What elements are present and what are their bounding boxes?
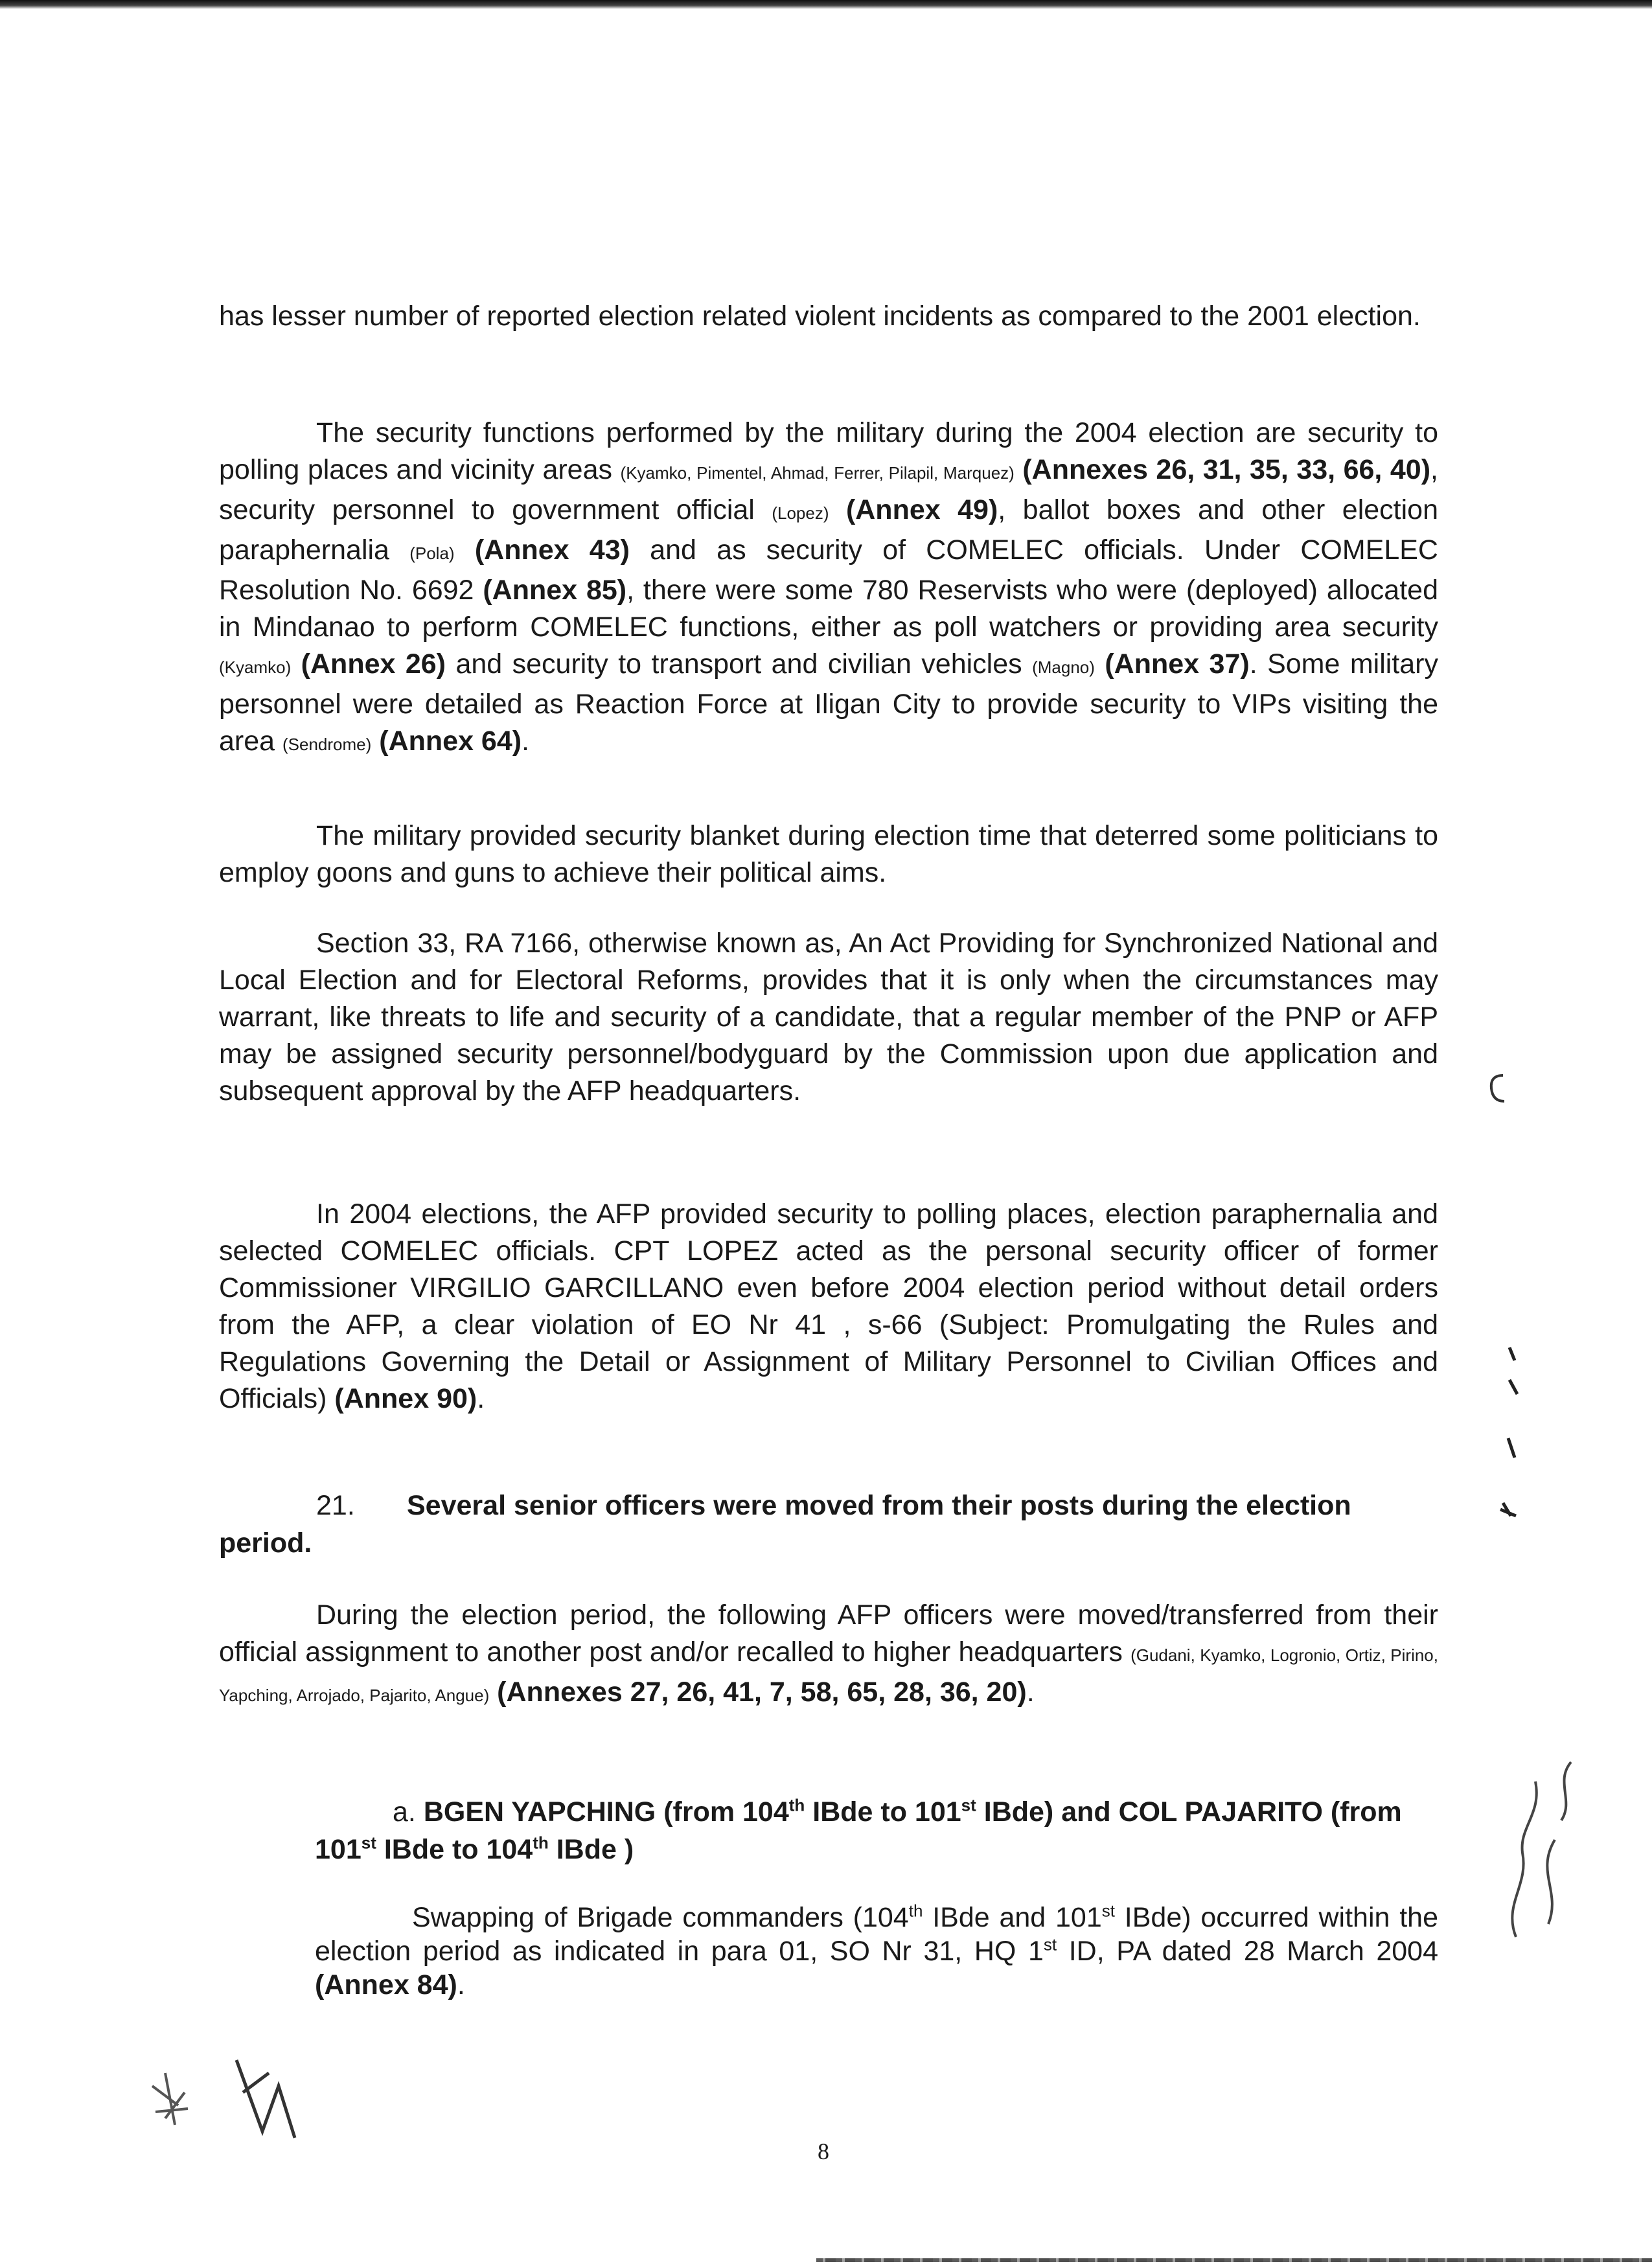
paragraph-text: The military provided security blanket during election time that deterred some politicians to employ goons and guns to achieve their political aims.: [219, 820, 1438, 888]
source-names: (Kyamko, Pimentel, Ahmad, Ferrer, Pilapil, Marquez): [620, 463, 1015, 483]
source-names: (Lopez): [772, 503, 829, 523]
paragraph-text: Section 33, RA 7166, otherwise known as, An Act Providing for Synchronized National and Local Election and for Electoral Reforms, provides that it is only when the circumstances may warrant, like threats to life and security of a candidate, that a regular member of the PNP or AFP may be assigned security personnel/bodyguard by the Commission upon due application and subsequent approval by the AFP headquarters.: [219, 928, 1438, 1106]
paragraph-section-33: [219, 925, 1438, 1110]
text-run: and as security of COMELEC officials. Under COMELEC Resolution No. 6692: [219, 534, 1438, 606]
annex-reference: (Annex 43): [454, 534, 630, 566]
text-run: .: [477, 1383, 485, 1414]
annex-reference: (Annex 37): [1094, 648, 1250, 680]
source-names: (Gudani, Kyamko, Logronio, Ortiz, Pirino, Yapching, Arrojado, Pajarito, Angue): [219, 1645, 1438, 1705]
text-run: .: [1026, 1677, 1035, 1708]
paragraph-security-functions: [219, 415, 1438, 763]
text-run: .: [522, 726, 530, 757]
section-number: 21.: [316, 1490, 355, 1521]
annex-reference: (Annex 64): [371, 726, 522, 757]
text-run: .: [457, 1969, 465, 2000]
annex-reference: (Annex 26): [291, 648, 446, 680]
text-run: , there were some 780 Reservists who were (deployed) allocated in Mindanao to perform COMELEC functions, either as poll watchers or providing area security: [219, 575, 1438, 643]
subsection-label: a.: [393, 1796, 416, 1827]
ordinal-suffix: th: [788, 1795, 805, 1815]
text-run: IBde to 104: [376, 1834, 533, 1865]
ordinal-suffix: th: [533, 1833, 549, 1853]
annex-reference: (Annex 90): [334, 1383, 477, 1414]
annex-reference: (Annex 85): [483, 575, 627, 606]
text-run: Swapping of Brigade commanders (104: [412, 1902, 909, 1933]
section-title: Several senior officers were moved from their posts during the election period.: [219, 1490, 1351, 1559]
paragraph-officers-moved: [219, 1597, 1438, 1714]
text-run: ID, PA dated 28 March 2004: [1057, 1936, 1438, 1967]
paragraph-text: has lesser number of reported election related violent incidents as compared to the 2001 election.: [219, 301, 1421, 332]
section-heading-21: [219, 1487, 1438, 1562]
text-run: and security to transport and civilian vehicles: [446, 648, 1033, 680]
paragraph-continuation: [219, 298, 1438, 335]
ordinal-suffix: st: [1101, 1901, 1115, 1921]
text-run: BGEN YAPCHING (from 104: [423, 1796, 789, 1827]
margin-pen-marks: [1484, 1062, 1535, 1555]
paragraph-security-blanket: [219, 818, 1438, 891]
scan-bottom-edge: [816, 2258, 1652, 2262]
paragraph-swapping: [315, 1901, 1438, 2002]
handwritten-signature: [1490, 1743, 1594, 1956]
ordinal-suffix: th: [908, 1901, 923, 1921]
annex-reference: (Annexes 26, 31, 35, 33, 66, 40): [1014, 454, 1431, 485]
text-run: IBde and 101: [923, 1902, 1102, 1933]
source-names: (Sendrome): [282, 735, 372, 754]
text-run: IBde) and COL PAJARITO (from 101: [315, 1796, 1402, 1865]
ordinal-suffix: st: [961, 1795, 976, 1815]
page-number: 8: [818, 2138, 829, 2164]
ordinal-suffix: st: [361, 1833, 376, 1853]
text-run: IBde) occurred within the election period as indicated in para 01, SO Nr 31, HQ 1: [315, 1902, 1438, 1967]
text-run: , ballot boxes and other election paraphernalia: [219, 494, 1438, 566]
subsection-heading-a: [315, 1793, 1438, 1868]
annex-reference: (Annex 84): [315, 1969, 457, 2000]
scan-top-edge: [0, 0, 1652, 9]
text-run: In 2004 elections, the AFP provided security to polling places, election paraphernalia and selected COMELEC officials. CPT LOPEZ acted as the personal security officer of former Commissioner VIRGILIO GARCILLANO even before 2004 election period without detail orders from the AFP, a clear violation of EO Nr 41 , s-66 (Subject: Promulgating the Rules and Regulations Governing the Detail or Assignment of Military Personnel to Civilian Offices and Officials): [219, 1198, 1438, 1414]
source-names: (Magno): [1032, 658, 1095, 677]
handwritten-initials: [139, 2047, 334, 2144]
source-names: (Pola): [409, 544, 455, 563]
text-run: IBde ): [548, 1834, 634, 1865]
source-names: (Kyamko): [219, 658, 292, 677]
paragraph-2004-elections: [219, 1196, 1438, 1417]
text-run: During the election period, the following AFP officers were moved/transferred from their official assignment to another post and/or recalled to higher headquarters: [219, 1599, 1438, 1667]
ordinal-suffix: st: [1043, 1934, 1057, 1954]
annex-reference: (Annex 49): [829, 494, 998, 525]
text-run: The security functions performed by the military during the 2004 election are security to polling places and vicinity areas: [219, 417, 1438, 485]
annex-reference: (Annexes 27, 26, 41, 7, 58, 65, 28, 36, 20): [489, 1677, 1027, 1708]
text-run: . Some military personnel were detailed as Reaction Force at Iligan City to provide security to VIPs visiting the area: [219, 648, 1438, 757]
text-run: , security personnel to government official: [219, 454, 1438, 525]
text-run: IBde to 101: [805, 1796, 961, 1827]
